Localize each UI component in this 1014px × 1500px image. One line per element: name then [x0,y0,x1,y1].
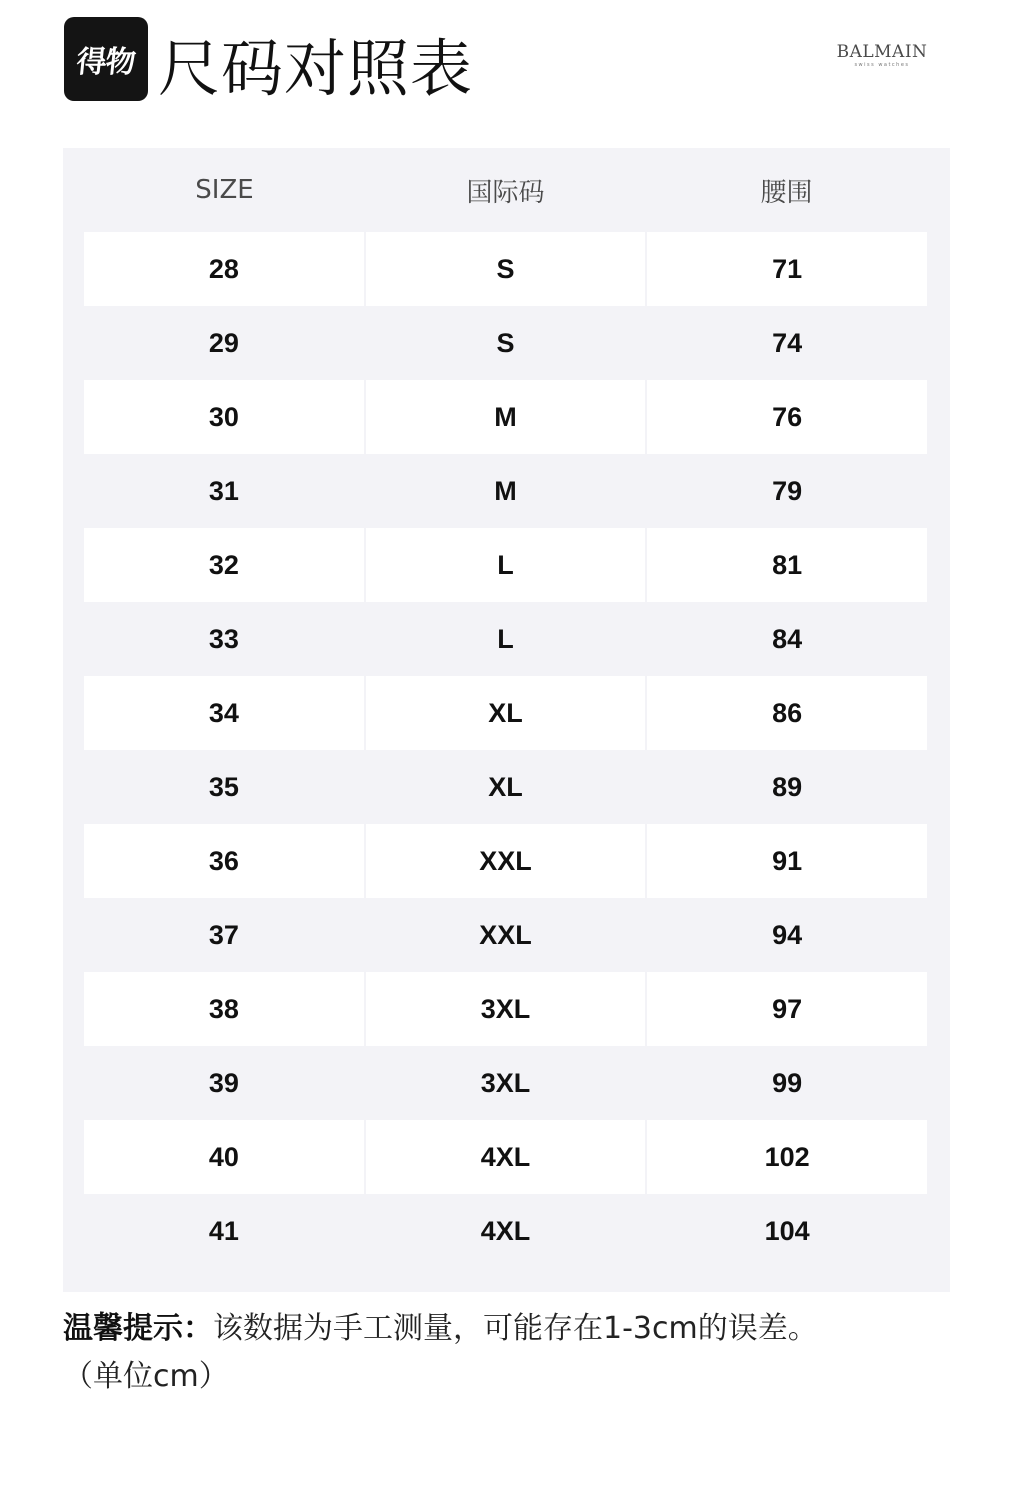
cell-international-size: XXL [479,919,532,950]
table-row [84,528,927,602]
table-row [84,1194,927,1268]
brand-name: BALMAIN [836,42,928,62]
cell-international-size: L [497,623,514,654]
cell-waist: 89 [772,771,803,802]
cell-size: 31 [208,475,239,506]
cell-waist: 97 [647,972,927,1046]
table-row [84,380,927,454]
cell-waist: 81 [647,528,927,602]
cell-size: 28 [84,232,364,306]
cell-waist: 99 [772,1067,803,1098]
brand-tagline: swiss watches [854,62,910,68]
cell-size: 38 [84,972,364,1046]
cell-size: 34 [84,676,364,750]
table-row [84,232,927,306]
column-header-international-size: 国际码 [466,177,545,208]
cell-international-size: XL [488,771,523,802]
cell-waist: 94 [772,919,803,950]
cell-waist: 76 [647,380,927,454]
column-header-size: SIZE [195,175,254,205]
note-text: 该数据为手工测量，可能存在1-3cm的误差。 [213,1311,818,1346]
cell-international-size: 4XL [366,1120,646,1194]
note-label: 温馨提示： [63,1311,213,1346]
app-logo-text: 得物 [74,45,137,80]
cell-size: 29 [208,327,239,358]
cell-international-size: M [494,475,517,506]
table-row [84,1046,927,1120]
cell-size: 32 [84,528,364,602]
table-body [84,232,927,1268]
cell-waist: 102 [647,1120,927,1194]
cell-size: 41 [208,1215,239,1246]
brand-logo [830,42,934,68]
app-logo [64,17,148,101]
cell-international-size: 3XL [480,1067,531,1098]
note-unit: （单位cm） [63,1359,229,1394]
table-row [84,824,927,898]
cell-waist: 91 [647,824,927,898]
cell-size: 35 [208,771,239,802]
table-row [84,306,927,380]
cell-waist: 74 [772,327,803,358]
cell-international-size: XL [366,676,646,750]
table-row [84,750,927,824]
cell-waist: 86 [647,676,927,750]
table-row [84,1120,927,1194]
cell-waist: 79 [772,475,803,506]
cell-size: 40 [84,1120,364,1194]
cell-waist: 71 [647,232,927,306]
column-header-waist: 腰围 [760,177,813,208]
cell-size: 33 [208,623,239,654]
cell-international-size: 3XL [366,972,646,1046]
page-title: 尺码对照表 [158,32,474,105]
cell-international-size: XXL [366,824,646,898]
cell-international-size: S [496,327,515,358]
cell-international-size: M [366,380,646,454]
cell-international-size: S [366,232,646,306]
cell-international-size: 4XL [480,1215,531,1246]
table-row [84,898,927,972]
cell-size: 36 [84,824,364,898]
size-chart-table [63,148,950,1292]
cell-waist: 84 [772,623,803,654]
cell-size: 30 [84,380,364,454]
cell-international-size: L [366,528,646,602]
table-row [84,602,927,676]
cell-waist: 104 [764,1215,810,1246]
cell-size: 39 [208,1067,239,1098]
table-row [84,454,927,528]
header [0,0,1014,130]
table-row [84,676,927,750]
table-header [84,148,927,232]
cell-size: 37 [208,919,239,950]
footer-note [63,1305,963,1401]
table-row [84,972,927,1046]
